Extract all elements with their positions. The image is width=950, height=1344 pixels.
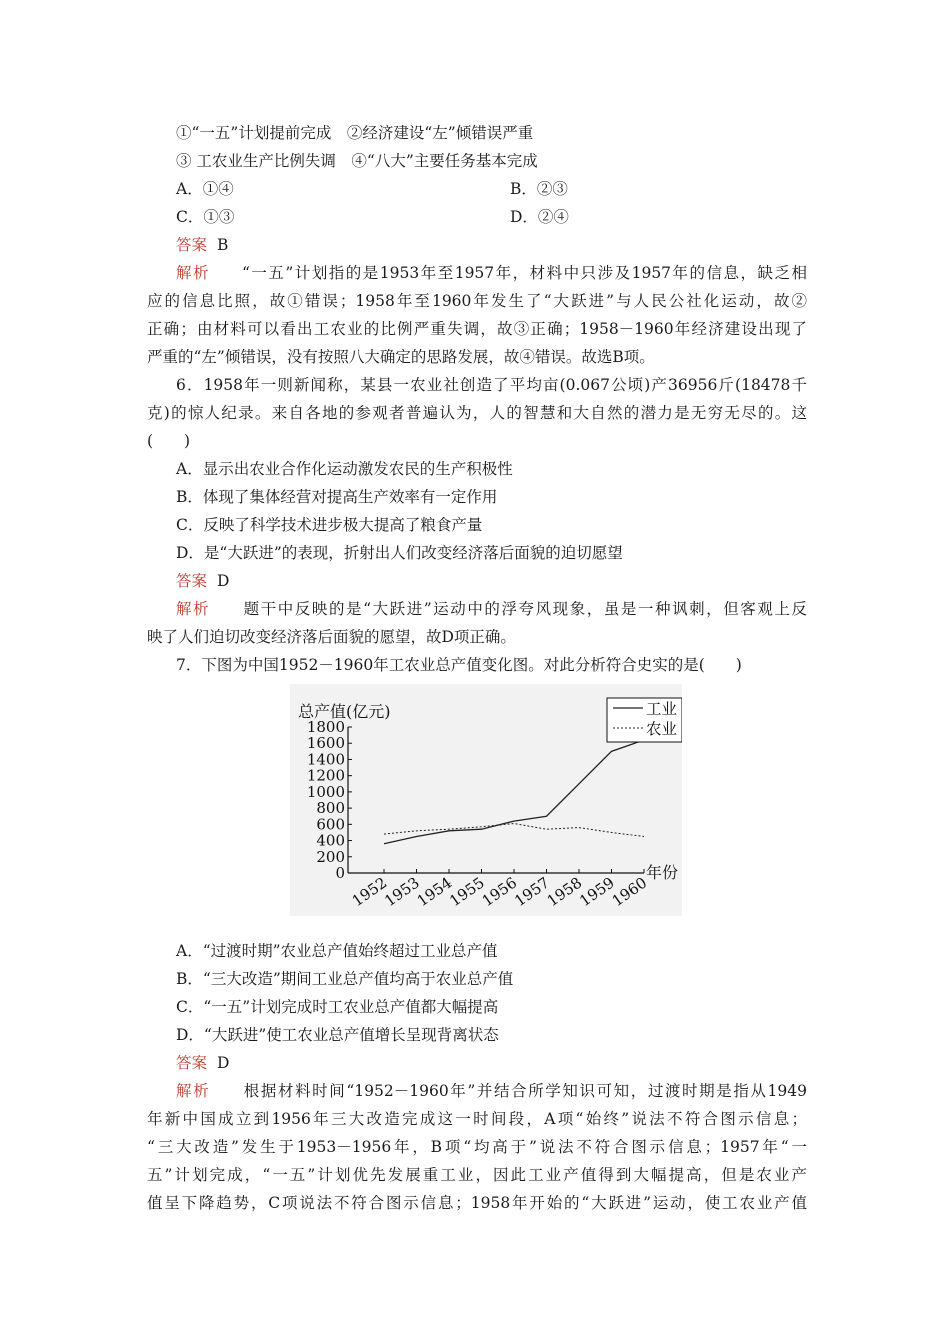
- y-tick-label: 1000: [306, 782, 345, 801]
- q7-option-d: D．“大跃进”使工农业总产值增长呈现背离状态: [176, 1026, 499, 1044]
- q6-stem-line1: 6．1958年一则新闻称，某县一农业社创造了平均亩(0.067公顷)产36956斤(18478千: [176, 376, 807, 394]
- q5-analysis-line4: 严重的“左”倾错误，没有按照八大确定的思路发展，故④错误。故选B项。: [147, 348, 655, 366]
- q6-answer: [176, 571, 229, 591]
- q6-analysis-line1: 解析 题干中反映的是“大跃进”运动中的浮夸风现象，虽是一种讽刺，但客观上反: [176, 600, 807, 618]
- series-line-agriculture: [384, 824, 644, 837]
- q5-option-a: A．①④: [176, 180, 234, 198]
- x-tick-label: 1960: [608, 873, 651, 911]
- q6-option-d: D．是“大跃进”的表现，折射出人们改变经济落后面貌的迫切愿望: [176, 544, 623, 562]
- q6-option-a: A．显示出农业合作化运动激发农民的生产积极性: [176, 460, 513, 478]
- q6-stem-line3: ( ): [147, 432, 191, 450]
- x-tick-label: 1957: [511, 873, 553, 911]
- y-tick-label: 200: [316, 847, 345, 866]
- q6-stem-line2: 克)的惊人纪录。来自各地的参观者普遍认为，人的智慧和大自然的潜力是无穷无尽的。这: [147, 404, 807, 422]
- q7-option-a: A．“过渡时期”农业总产值始终超过工业总产值: [176, 942, 498, 960]
- q5-items-line1: ①“一五”计划提前完成 ②经济建设“左”倾错误严重: [176, 124, 534, 142]
- q7-analysis-line1: 解析 根据材料时间“1952－1960年”并结合所学知识可知，过渡时期是指从1949: [176, 1082, 807, 1100]
- x-tick-label: 1954: [413, 873, 456, 911]
- answer-value: D: [217, 1054, 230, 1072]
- q7-option-c: C．“一五”计划完成时工农业总产值都大幅提高: [176, 998, 499, 1016]
- q7-option-b: B．“三大改造”期间工业总产值均高于农业总产值: [176, 970, 514, 988]
- answer-label: 答案: [176, 236, 208, 254]
- legend-label: 农业: [646, 720, 678, 738]
- answer-label: 答案: [176, 572, 208, 590]
- analysis-label: 解析: [176, 264, 210, 282]
- q5-option-d: D．②④: [510, 208, 569, 226]
- analysis-label: 解析: [176, 600, 211, 618]
- y-axis-label: 总产值(亿元): [298, 702, 391, 721]
- q5-option-b: B．②③: [510, 180, 568, 198]
- x-tick-label: 1955: [446, 873, 488, 911]
- y-tick-label: 0: [335, 864, 345, 882]
- q7-analysis-line3: “三大改造”发生于1953－1956年，B项“均高于”说法不符合图示信息；1957年“一: [147, 1138, 807, 1156]
- line-chart: [290, 684, 682, 916]
- x-tick-label: 1952: [348, 873, 391, 911]
- q5-analysis-line1: 解析 “一五”计划指的是1953年至1957年，材料中只涉及1957年的信息，缺乏相: [176, 264, 807, 282]
- series-line-industry: [384, 740, 644, 844]
- q5-option-c: C．①③: [176, 208, 235, 226]
- answer-value: D: [217, 572, 230, 590]
- y-tick-label: 1200: [306, 766, 345, 785]
- y-tick-label: 1800: [306, 718, 345, 736]
- analysis-label: 解析: [176, 1082, 211, 1100]
- y-tick-label: 600: [316, 815, 345, 834]
- q7-analysis-line5: 值呈下降趋势，C项说法不符合图示信息；1958年开始的“大跃进”运动，使工农业产值: [147, 1194, 807, 1212]
- q6-option-b: B．体现了集体经营对提高生产效率有一定作用: [176, 488, 498, 506]
- q7-answer: [176, 1053, 229, 1073]
- answer-label: 答案: [176, 1054, 208, 1072]
- x-axis-label: 年份: [646, 863, 679, 882]
- x-tick-label: 1958: [543, 873, 586, 911]
- y-tick-label: 1600: [306, 734, 345, 753]
- q5-answer: [176, 235, 228, 255]
- q5-analysis-line2: 应的信息比照，故①错误；1958年至1960年发生了“大跃进”与人民公社化运动，故②: [147, 292, 807, 310]
- q6-option-c: C．反映了科学技术进步极大提高了粮食产量: [176, 516, 483, 534]
- q7-stem: 7．下图为中国1952－1960年工农业总产值变化图。对此分析符合史实的是( ): [176, 656, 742, 674]
- q7-analysis-line4: 五”计划完成，“一五”计划优先发展重工业，因此工业产值得到大幅提高，但是农业产: [147, 1166, 807, 1184]
- q5-items-line2: ③ 工农业生产比例失调 ④“八大”主要任务基本完成: [176, 152, 538, 170]
- q6-analysis-line2: 映了人们迫切改变经济落后面貌的愿望，故D项正确。: [147, 628, 516, 646]
- output-value-chart: [290, 684, 682, 916]
- legend-label: 工业: [646, 700, 678, 718]
- x-tick-label: 1956: [478, 873, 521, 911]
- q7-analysis-line2: 年新中国成立到1956年三大改造完成这一时间段，A项“始终”说法不符合图示信息；: [147, 1110, 807, 1128]
- q5-analysis-line3: 正确；由材料可以看出工农业的比例严重失调，故③正确；1958－1960年经济建设出现了: [147, 320, 807, 338]
- x-tick-label: 1953: [381, 873, 423, 911]
- x-tick-label: 1959: [576, 873, 618, 911]
- y-tick-label: 800: [316, 799, 345, 818]
- answer-value: B: [217, 236, 229, 254]
- y-tick-label: 400: [316, 831, 345, 850]
- y-tick-label: 1400: [306, 750, 345, 769]
